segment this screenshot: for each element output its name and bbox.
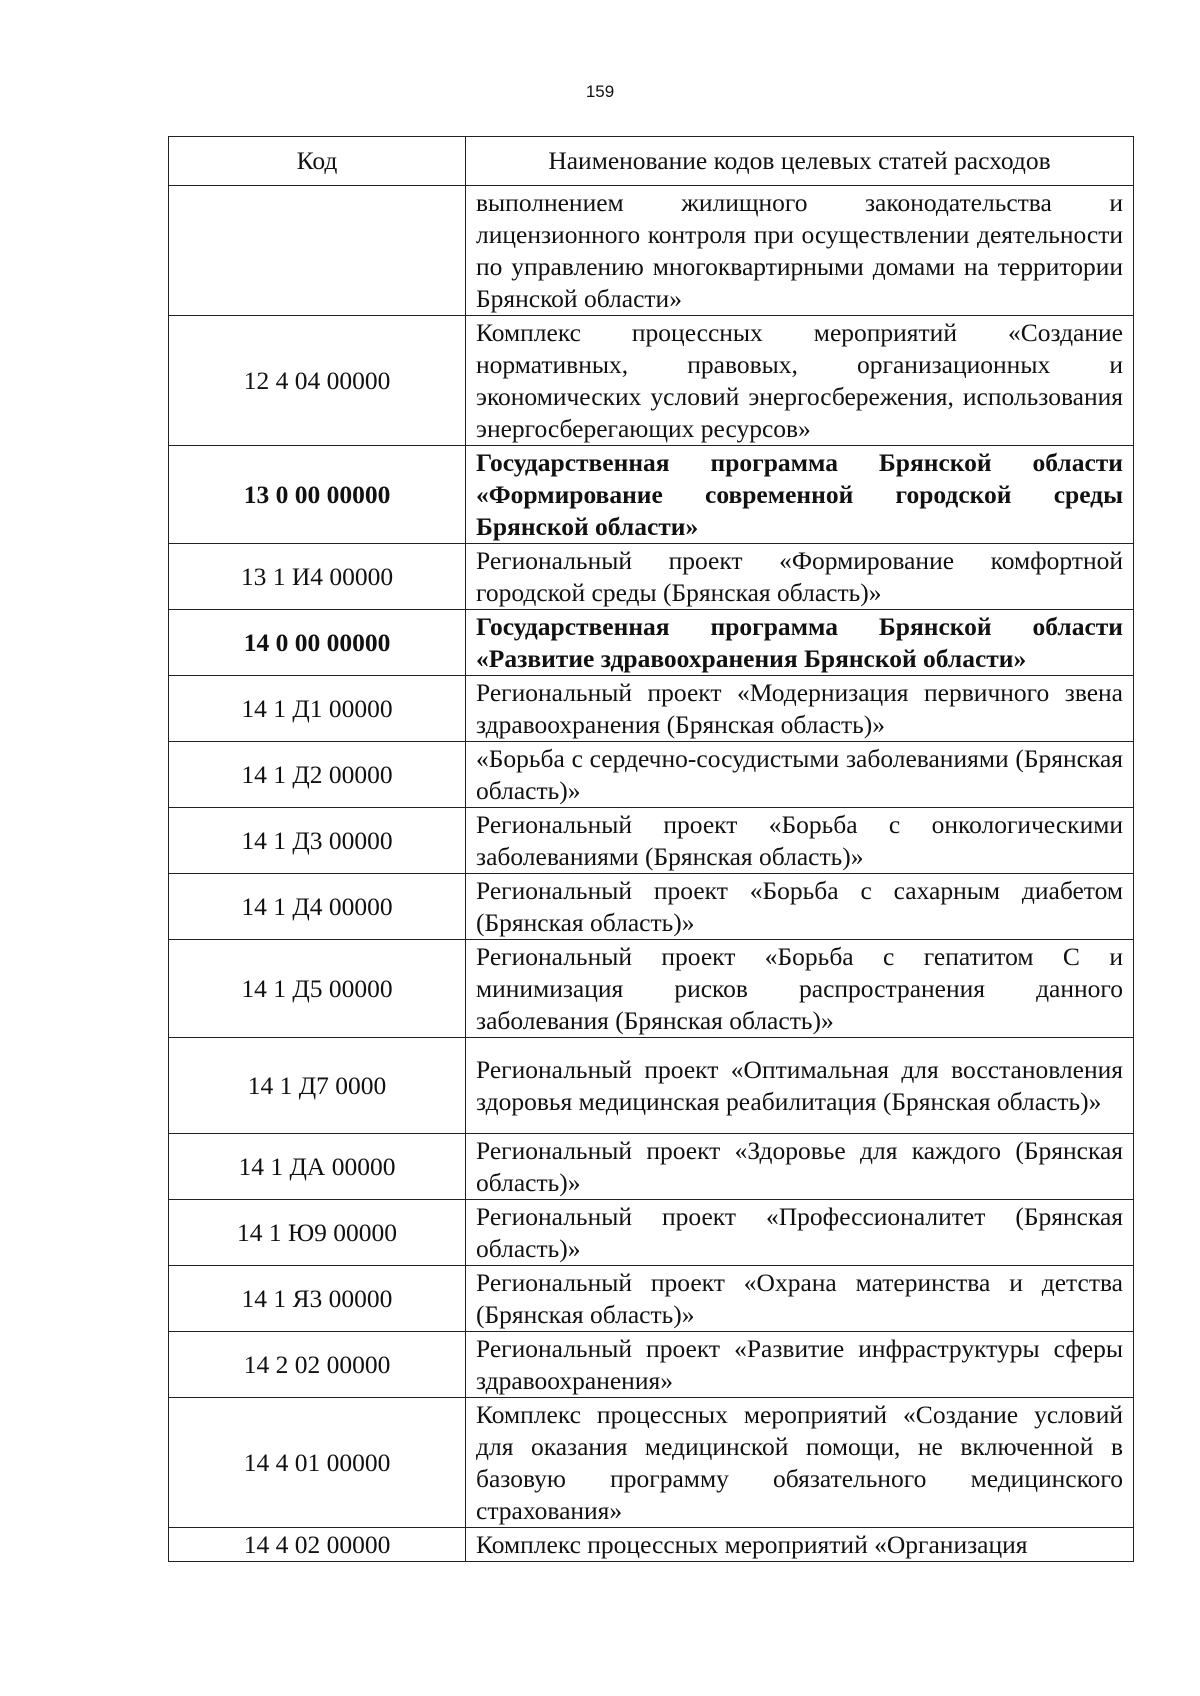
- table-row: [169, 446, 1134, 544]
- table-row: [169, 940, 1134, 1038]
- row-code: [169, 186, 466, 316]
- row-code: 14 1 Д7 0000: [169, 1038, 466, 1134]
- row-name: Государственная программа Брянской области «Формирование современной городской среды Брянской области»: [466, 446, 1134, 544]
- row-name: «Борьба с сердечно-сосудистыми заболеваниями (Брянская область)»: [466, 742, 1134, 808]
- row-code: 14 1 ДА 00000: [169, 1134, 466, 1200]
- table-row: [169, 186, 1134, 316]
- row-code: 14 1 Д5 00000: [169, 940, 466, 1038]
- row-code: 14 1 Д4 00000: [169, 874, 466, 940]
- row-name: Региональный проект «Развитие инфраструктуры сферы здравоохранения»: [466, 1332, 1134, 1398]
- table-row: [169, 742, 1134, 808]
- code-column-header: Код: [169, 137, 466, 186]
- table-row: [169, 874, 1134, 940]
- row-name: Региональный проект «Здоровье для каждого (Брянская область)»: [466, 1134, 1134, 1200]
- row-name: Региональный проект «Охрана материнства и детства (Брянская область)»: [466, 1266, 1134, 1332]
- row-name: Комплекс процессных мероприятий «Создание нормативных, правовых, организационных и экономических условий энергосбережения, использования энергосберегающих ресурсов»: [466, 316, 1134, 446]
- row-name: Региональный проект «Оптимальная для восстановления здоровья медицинская реабилитация (Брянская область)»: [466, 1038, 1134, 1134]
- table-row: [169, 1332, 1134, 1398]
- table-row: [169, 316, 1134, 446]
- table-row: [169, 544, 1134, 610]
- page-number: 159: [585, 82, 615, 101]
- target-articles-table: [168, 136, 1134, 1562]
- row-name: Региональный проект «Борьба с сахарным диабетом (Брянская область)»: [466, 874, 1134, 940]
- row-name: Комплекс процессных мероприятий «Организация: [466, 1528, 1134, 1562]
- table-row: [169, 1266, 1134, 1332]
- table-row: [169, 1038, 1134, 1134]
- row-code: 14 0 00 00000: [169, 610, 466, 676]
- row-code: 13 0 00 00000: [169, 446, 466, 544]
- row-code: 14 1 Д1 00000: [169, 676, 466, 742]
- row-code: 14 4 01 00000: [169, 1398, 466, 1528]
- table-row: [169, 1398, 1134, 1528]
- row-code: 14 1 Д3 00000: [169, 808, 466, 874]
- row-code: 14 2 02 00000: [169, 1332, 466, 1398]
- table-row: [169, 1528, 1134, 1562]
- table-row: [169, 676, 1134, 742]
- table-row: [169, 1134, 1134, 1200]
- table-row: [169, 610, 1134, 676]
- name-column-header: Наименование кодов целевых статей расходов: [466, 137, 1134, 186]
- row-code: 14 4 02 00000: [169, 1528, 466, 1562]
- row-code: 14 1 Д2 00000: [169, 742, 466, 808]
- table-header-row: [169, 137, 1134, 186]
- table-row: [169, 808, 1134, 874]
- row-name: Государственная программа Брянской области «Развитие здравоохранения Брянской области»: [466, 610, 1134, 676]
- row-name: Региональный проект «Формирование комфортной городской среды (Брянская область)»: [466, 544, 1134, 610]
- row-code: 14 1 Я3 00000: [169, 1266, 466, 1332]
- row-name: Региональный проект «Модернизация первичного звена здравоохранения (Брянская область)»: [466, 676, 1134, 742]
- row-code: 14 1 Ю9 00000: [169, 1200, 466, 1266]
- row-name: Региональный проект «Борьба с онкологическими заболеваниями (Брянская область)»: [466, 808, 1134, 874]
- row-name: Комплекс процессных мероприятий «Создание условий для оказания медицинской помощи, не включенной в базовую программу обязательного медицинского страхования»: [466, 1398, 1134, 1528]
- row-code: 13 1 И4 00000: [169, 544, 466, 610]
- row-name: Региональный проект «Борьба с гепатитом С и минимизация рисков распространения данного заболевания (Брянская область)»: [466, 940, 1134, 1038]
- row-name: Региональный проект «Профессионалитет (Брянская область)»: [466, 1200, 1134, 1266]
- table-row: [169, 1200, 1134, 1266]
- row-code: 12 4 04 00000: [169, 316, 466, 446]
- row-name: выполнением жилищного законодательства и лицензионного контроля при осуществлении деятельности по управлению многоквартирными домами на территории Брянской области»: [466, 186, 1134, 316]
